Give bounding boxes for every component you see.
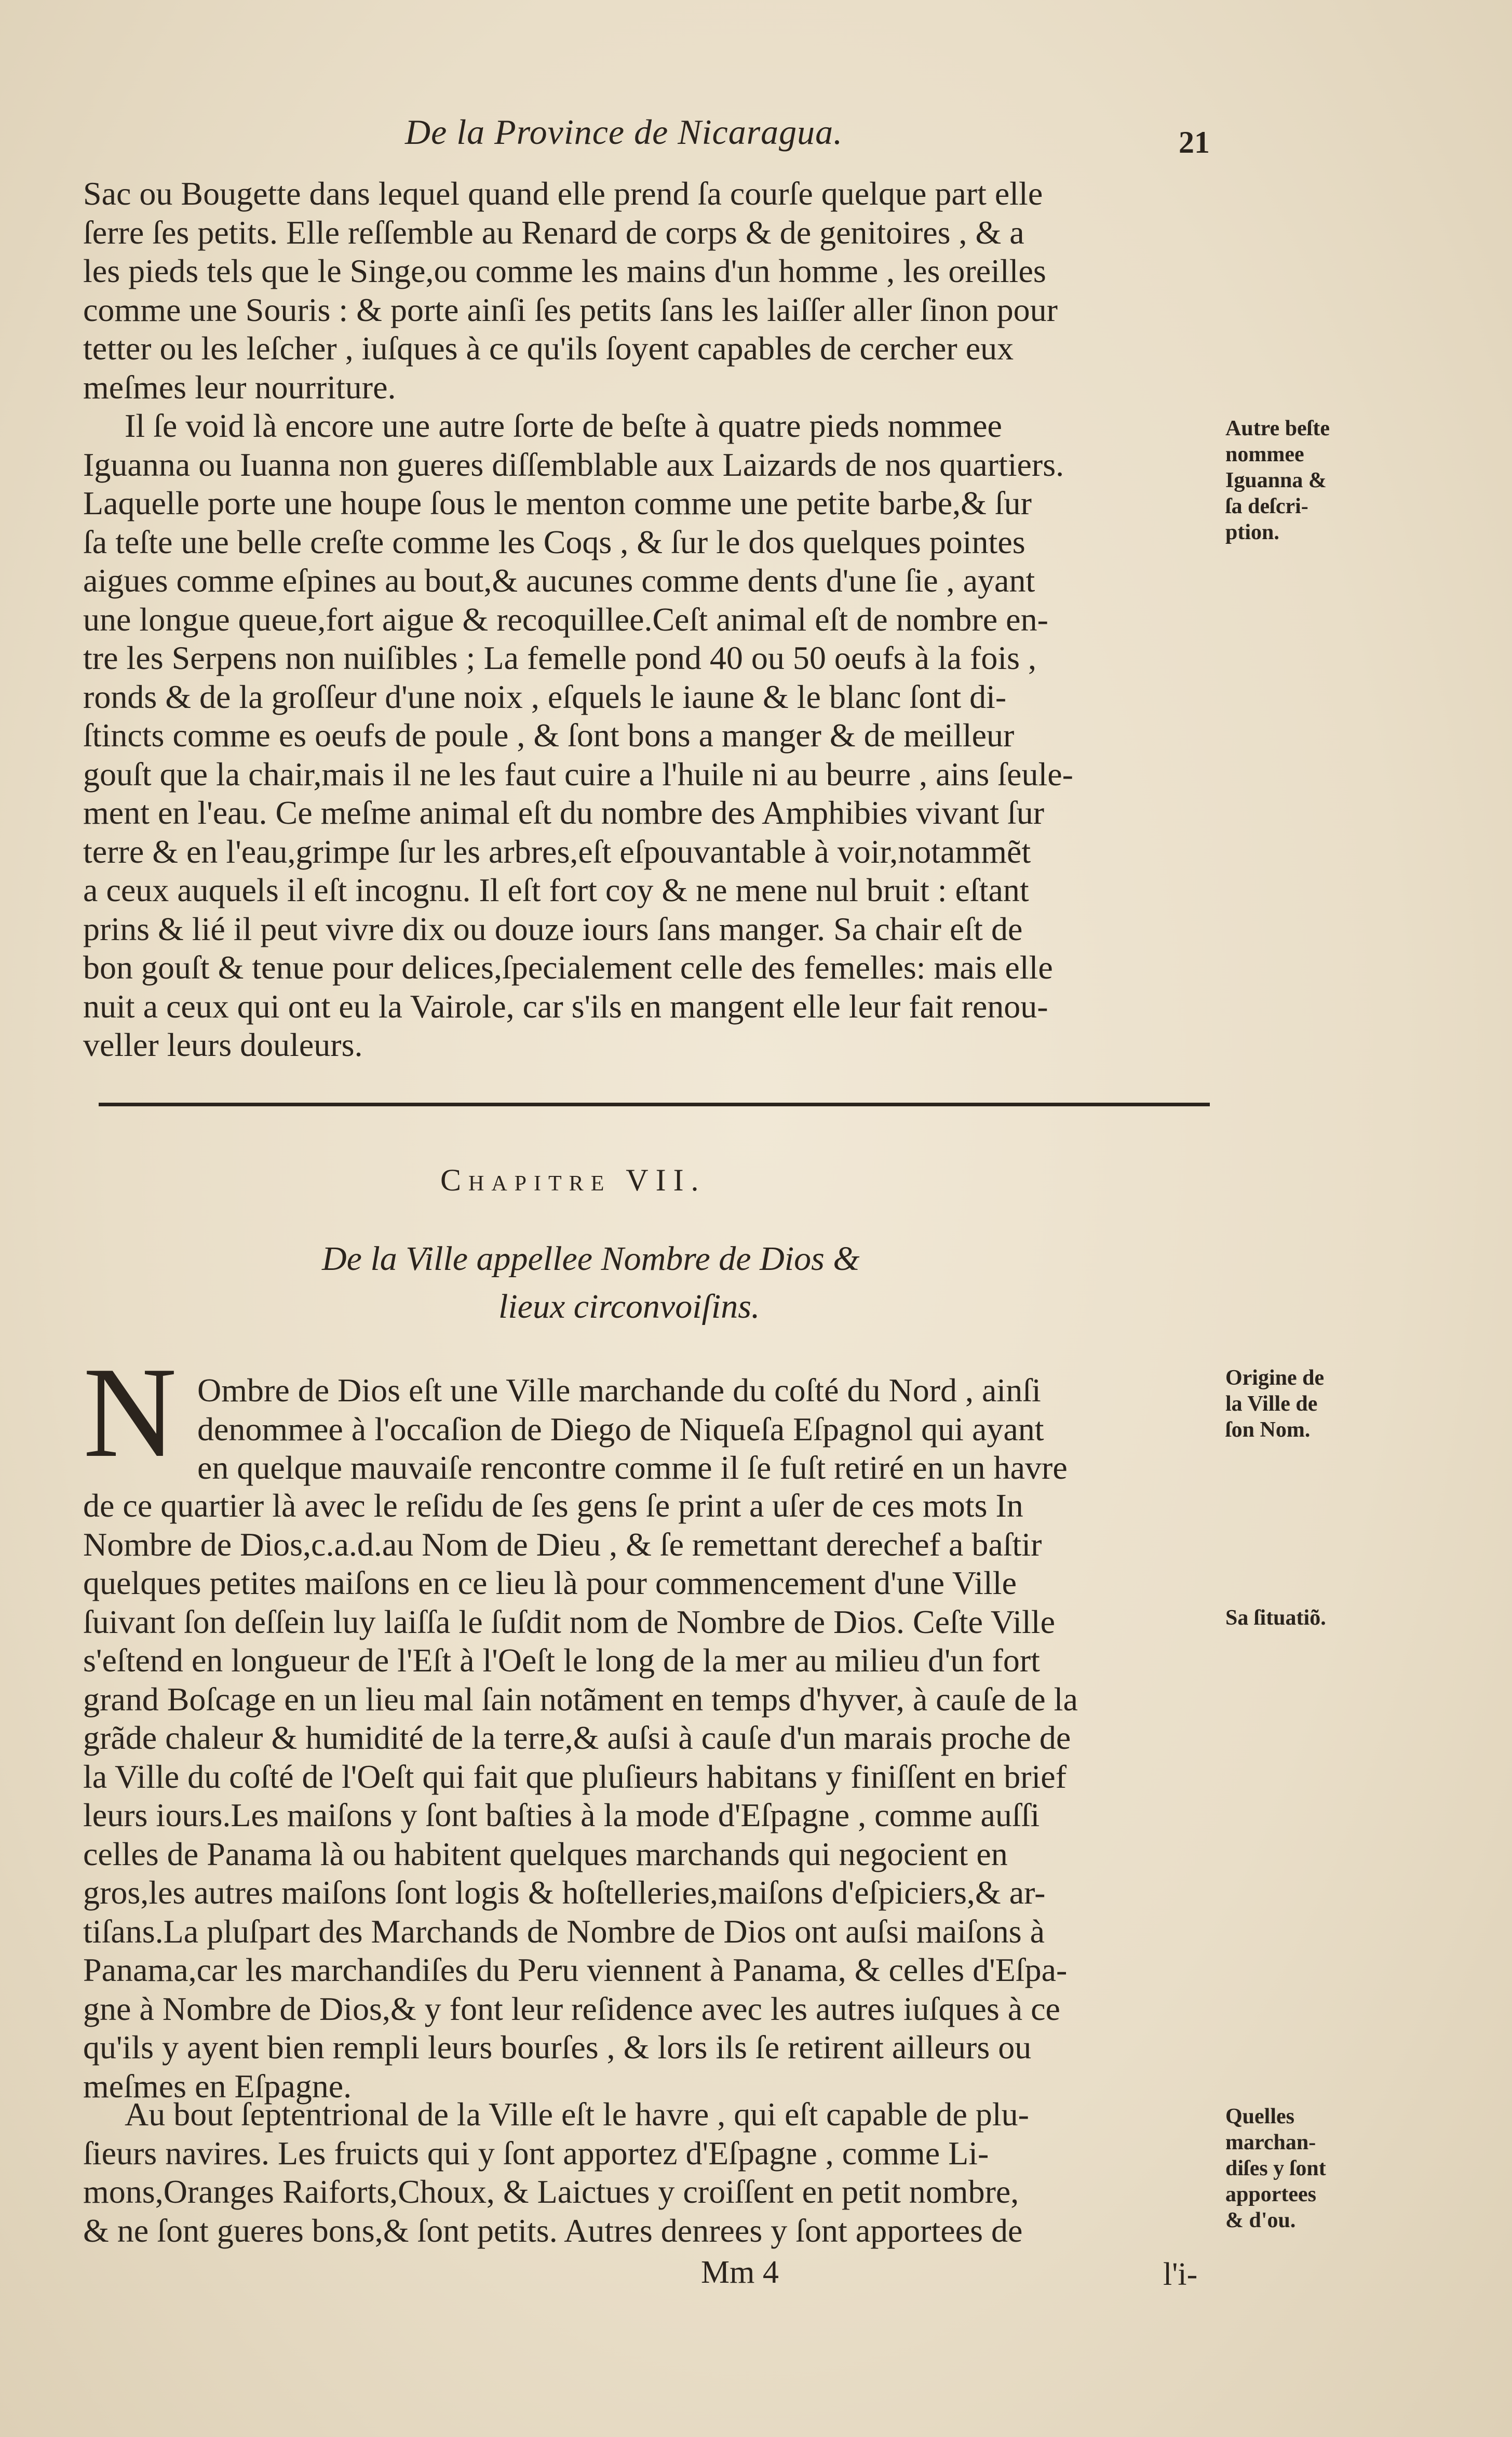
running-head: De la Province de Nicaragua.	[405, 112, 843, 152]
paragraph-nombre-de-dios-body: de ce quartier là avec le reſidu de ſes gens ſe print a uſer de ces mots In Nombre de Dios,c.a.d.au Nom de Dieu , & ſe remettant derechef a baſtir quelques petites maiſons en ce lieu là pour commencement d'une Ville ſuivant ſon deſſein luy laiſſa le ſuſdit nom de Nombre de Dios. Ceſte Ville s'eſtend en longueur de l'Eſt à l'Oeſt le long de la mer au milieu d'un fort grand Boſcage en un lieu mal ſain notãment en temps d'hyver, à cauſe de la grãde chaleur & humidité de la terre,& auſsi à cauſe d'un marais proche de la Ville du coſté de l'Oeſt qui fait que pluſieurs habitans y finiſſent en brief leurs iours.Les maiſons y ſont baſties à la mode d'Eſpagne , comme auſſi celles de Panama là ou habitent quelques marchands qui negocient en gros,les autres maiſons ſont logis & hoſtelleries,maiſons d'eſpiciers,& ar- tiſans.La pluſpart des Marchands de Nombre de Dios ont auſsi maiſons à Panama,car les marchandiſes du Peru viennent à Panama, & celles d'Eſpa- gne à Nombre de Dios,& y font leur reſidence avec les autres iuſques à ce qu'ils y ayent bien rempli leurs bourſes , & lors ils ſe retirent ailleurs ou meſmes en Eſpagne.	[83, 1487, 1078, 2105]
chapter-heading: Chapitre VII.	[440, 1163, 706, 1197]
catchword: l'i-	[1163, 2257, 1198, 2292]
text-block-top	[83, 175, 1215, 1065]
page-number: 21	[1179, 125, 1210, 159]
chapter-title-line-1: De la Ville appellee Nombre de Dios &	[322, 1240, 860, 1278]
marginal-note-iguana: Autre beſte nommee Iguanna & ſa deſcri- ption.	[1225, 417, 1330, 544]
marginal-note-goods: Quelles marchan- diſes y ſont apportees & d'ou.	[1225, 2105, 1326, 2232]
marginal-note-situation: Sa ſituatiõ.	[1225, 1606, 1326, 1630]
paragraph-opossum: Sac ou Bougette dans lequel quand elle prend ſa courſe quelque part elle ſerre ſes petits. Elle reſſemble au Renard de corps & de genitoires , & a les pieds tels que le Singe,ou comme les mains d'un homme , les oreilles comme une Souris : & porte ainſi ſes petits ſans les laiſſer aller ſinon pour tetter ou les leſcher , iuſques à ce qu'ils ſoyent capables de cercher eux meſmes leur nourriture.	[83, 175, 1058, 406]
drop-cap-letter: N	[83, 1341, 177, 1484]
chapter-divider-rule	[99, 1103, 1210, 1106]
printer-signature-mark: Mm 4	[701, 2255, 779, 2290]
chapter-title	[322, 1235, 1049, 1331]
paragraph-nombre-de-dios-opening: Ombre de Dios eſt une Ville marchande du coſté du Nord , ainſi denommee à l'occaſion de Diego de Niqueſa Eſpagnol qui ayant en quelque mauvaiſe rencontre comme il ſe fuſt retiré en un havre	[197, 1372, 1068, 1486]
chapter-title-line-2: lieux circonvoiſins.	[498, 1288, 760, 1325]
marginal-note-origin: Origine de la Ville de ſon Nom.	[1225, 1366, 1325, 1442]
paragraph-harbour: Au bout ſeptentrional de la Ville eſt le havre , qui eſt capable de plu- ſieurs navires. Les fruicts qui y ſont apportez d'Eſpagne , comme Li- mons,Oranges Raiforts,Choux, & Laictues y croiſſent en petit nombre, & ne ſont gueres bons,& ſont petits. Autres denrees y ſont apportees de	[83, 2096, 1029, 2249]
paragraph-iguana: Il ſe void là encore une autre ſorte de beſte à quatre pieds nommee Iguanna ou Iuanna non gueres diſſemblable aux Laizards de nos quartiers. Laquelle porte une houpe ſous le menton comme une petite barbe,& ſur ſa teſte une belle creſte comme les Coqs , & ſur le dos quelques pointes aigues comme eſpines au bout,& aucunes comme dents d'une ſie , ayant une longue queue,fort aigue & recoquillee.Ceſt animal eſt de nombre en- tre les Serpens non nuiſibles ; La femelle pond 40 ou 50 oeufs à la fois , ronds & de la groſſeur d'une noix , eſquels le iaune & le blanc ſont di- ſtincts comme es oeufs de poule , & ſont bons a manger & de meilleur gouſt que la chair,mais il ne les faut cuire a l'huile ni au beurre , ains ſeule- ment en l'eau. Ce meſme animal eſt du nombre des Amphibies vivant ſur terre & en l'eau,grimpe ſur les arbres,eſt eſpouvantable à voir,notammẽt a ceux auquels il eſt incognu. Il eſt fort coy & ne mene nul bruit : eſtant prins & lié il peut vivre dix ou douze iours ſans manger. Sa chair eſt de bon gouſt & tenue pour delices,ſpecialement celle des femelles: mais elle nuit a ceux qui ont eu la Vairole, car s'ils en mangent elle leur fait renou- veller leurs douleurs.	[83, 407, 1073, 1063]
